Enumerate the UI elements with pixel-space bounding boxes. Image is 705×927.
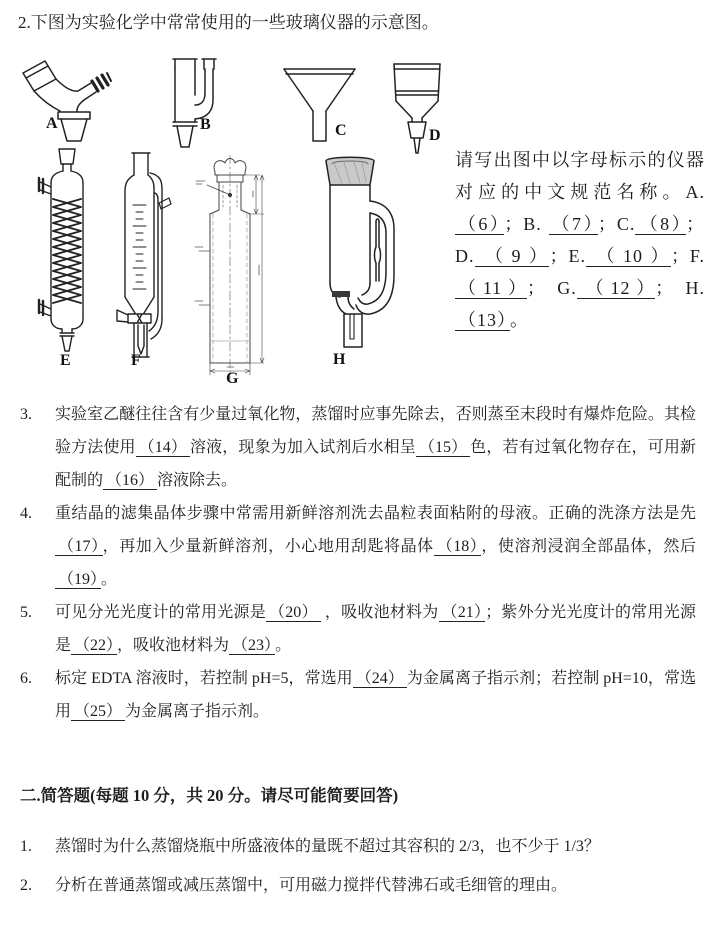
fill-blank: （14） <box>136 439 190 457</box>
fig-label-f: F <box>131 352 141 369</box>
question-number: 5. <box>20 604 32 621</box>
fill-blank: （16） <box>103 472 157 490</box>
question-6 <box>20 662 698 728</box>
fig-label-g: G <box>226 370 239 387</box>
two-neck-adapter-diagram <box>160 56 240 149</box>
fill-blank: （12） <box>577 278 655 299</box>
short-answer-questions <box>20 827 698 905</box>
fill-blank: （13） <box>455 310 510 331</box>
question-2-text: 2.下图为实验化学中常常使用的一些玻璃仪器的示意图。 <box>18 13 439 32</box>
fill-blank: （21） <box>439 604 486 622</box>
naming-instructions: 请写出图中以字母标示的仪器对应的中文规范名称。A.（6） ；B. （7） ；C. （8） ；D. （9） ；E. （10） ；F. （11） ； G. （12） ； H.（13） 。 <box>455 150 705 330</box>
question-4 <box>20 497 698 596</box>
question-number: 4. <box>20 505 32 522</box>
fill-blank: （20） <box>266 604 321 622</box>
question-5 <box>20 596 698 662</box>
question-text: 分析在普通蒸馏或减压蒸馏中，可用磁力搅拌代替沸石或毛细管的理由。 <box>55 877 568 894</box>
fig-label-a: A <box>46 115 58 132</box>
fill-blank: （24） <box>353 670 407 688</box>
fig-label-c: C <box>335 122 347 139</box>
question-text: 蒸馏时为什么蒸馏烧瓶中所盛液体的量既不超过其容积的 2/3，也不少于 1/3？ <box>55 838 600 855</box>
question-text: 实验室乙醚往往含有少量过氧化物，蒸馏时应事先除去，否则蒸至末段时有爆炸危险。其检验方法使用 （14） 溶液，现象为加入试剂后水相呈 （15） 色，若有过氧化物存在，可用新配制的 （16） 溶液除去。 <box>55 406 696 489</box>
fill-blank: （22） <box>71 637 117 655</box>
stoppered-tube-technical-drawing <box>194 155 269 383</box>
fill-blank: （17） <box>55 538 103 556</box>
fig-label-b: B <box>200 116 211 133</box>
dropping-funnel-diagram <box>114 151 172 363</box>
fill-blank: （15） <box>416 439 470 457</box>
fill-blank: （23） <box>229 637 275 655</box>
question-number: 1. <box>20 838 32 855</box>
fig-label-h: H <box>333 351 346 368</box>
fill-blank: （7） <box>549 214 598 235</box>
fill-blank: （25） <box>71 703 125 721</box>
fill-blank: （6） <box>455 214 504 235</box>
question-text: 可见分光光度计的常用光源是 （20） ，吸收池材料为 （21） ；紫外分光光度计的常用光源是 （22） ，吸收池材料为 （23） 。 <box>55 604 696 654</box>
question-number: 3. <box>20 406 32 423</box>
section-2-heading: 二.简答题(每题 10 分，共 20 分。请尽可能简要回答) <box>20 786 399 805</box>
fig-label-e: E <box>60 352 71 369</box>
question-2-intro <box>18 11 678 35</box>
fill-blank: （10） <box>586 246 671 267</box>
fill-blank: （11） <box>455 278 527 299</box>
question-3 <box>20 398 698 497</box>
question-text: 标定 EDTA 溶液时，若控制 pH=5，常选用 （24） 为金属离子指示剂；若控制 pH=10，常选用 （25） 为金属离子指示剂。 <box>55 670 696 720</box>
fig-label-d: D <box>429 127 441 144</box>
fill-blank: （9） <box>475 246 550 267</box>
coil-condenser-diagram <box>36 147 98 353</box>
question-number: 6. <box>20 670 32 687</box>
fill-in-questions <box>20 398 698 728</box>
soxhlet-extractor-diagram <box>304 155 398 361</box>
short-question-2 <box>20 866 698 905</box>
vacuum-adapter-diagram <box>16 57 116 142</box>
fill-blank: （18） <box>434 538 482 556</box>
question-number: 2. <box>20 877 32 894</box>
question-text: 重结晶的滤集晶体步骤中常需用新鲜溶剂洗去晶粒表面粘附的母液。正确的洗涤方法是先（17） ，再加入少量新鲜溶剂，小心地用刮匙将晶体 （18） ，使溶剂浸润全部晶体，然后（19） 。 <box>55 505 696 588</box>
fill-blank: （19） <box>55 571 101 589</box>
short-question-1 <box>20 827 698 866</box>
fill-blank: （8） <box>635 214 686 235</box>
